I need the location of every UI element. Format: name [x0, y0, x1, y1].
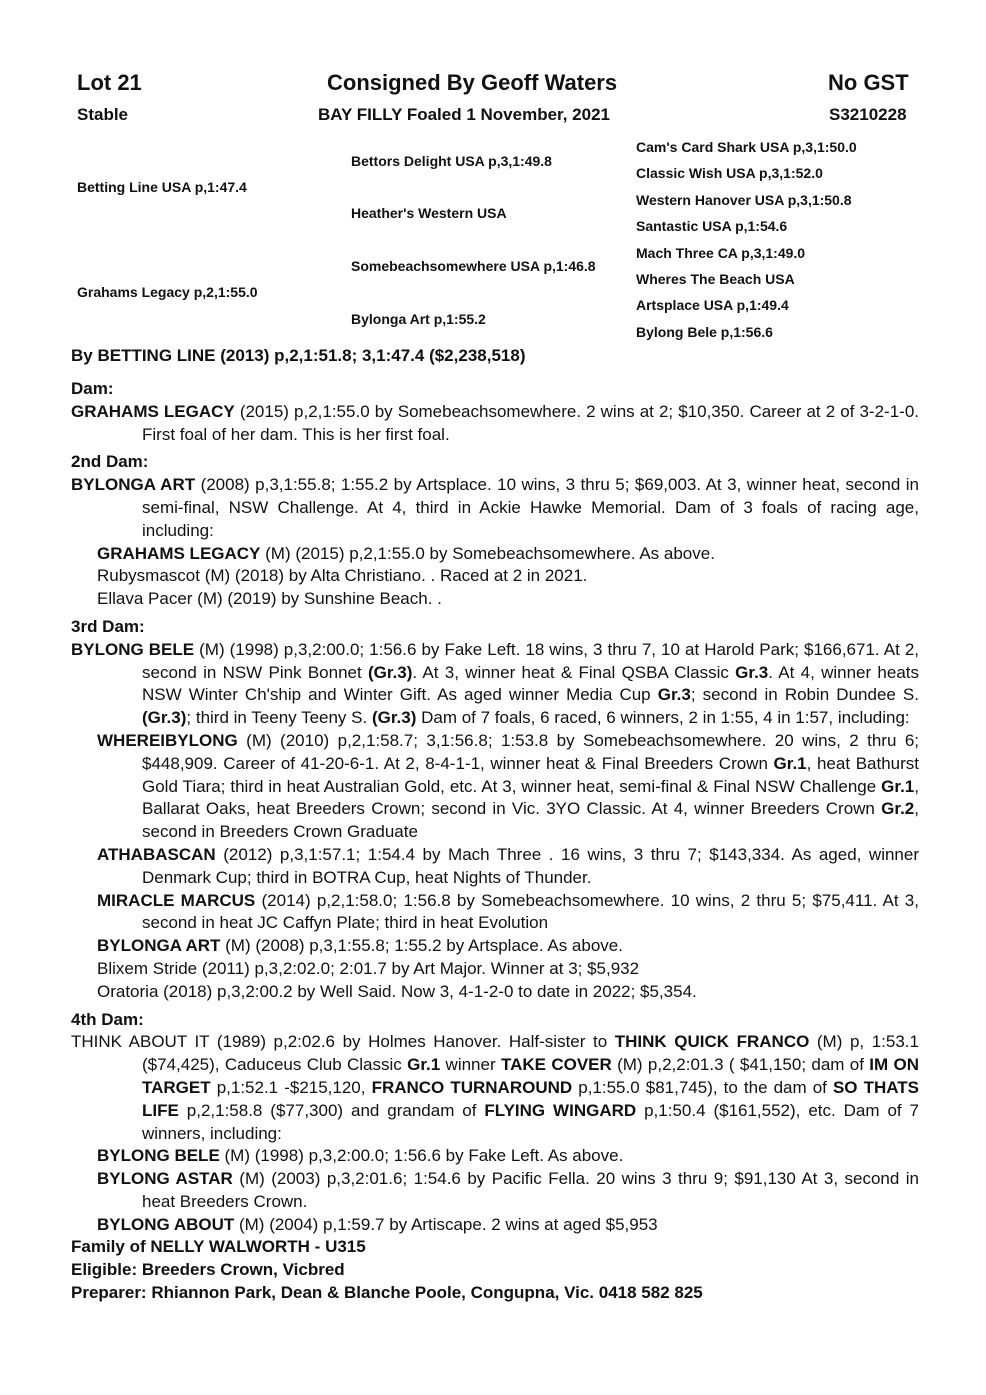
second-dam-name: BYLONGA ART: [71, 475, 196, 495]
third-dam-paragraph: BYLONG BELE (M) (1998) p,3,2:00.0; 1:56.6 by Fake Left. 18 wins, 3 thru 7, 10 at Harold Park; $166,671. At 2, second in NSW Pink Bonnet (Gr.3). At 3, winner heat & Final QSBA Classic Gr.3. At 4, winner heats NSW Winter Ch'ship and Winter Gift. As aged winner Media Cup Gr.3; second in Robin Dundee S. (Gr.3); third in Teeny Teeny S. (Gr.3) Dam of 7 foals, 6 raced, 6 winners, 2 in 1:55, 4 in 1:57, including:: [71, 639, 919, 728]
consignor: Consigned By Geoff Waters: [327, 70, 618, 95]
offspring-entry: ATHABASCAN (2012) p,3,1:57.1; 1:54.4 by Mach Three . 16 wins, 3 thru 7; $143,334. As aged, winner Denmark Cup; third in BOTRA Cup, heat Nights of Thunder.: [97, 844, 919, 887]
offspring-entry: Oratoria (2018) p,3,2:00.2 by Well Said. Now 3, 4-1-2-0 to date in 2022; $5,354.: [97, 981, 697, 1001]
pedigree-dam: Grahams Legacy p,2,1:55.0: [77, 284, 258, 300]
pedigree-gen3: Classic Wish USA p,3,1:52.0: [636, 165, 823, 181]
lot-code: S3210228: [829, 105, 907, 124]
family-line: Family of NELLY WALWORTH - U315: [71, 1237, 366, 1257]
second-dam-heading: 2nd Dam:: [71, 452, 149, 472]
pedigree-gen3: Western Hanover USA p,3,1:50.8: [636, 192, 852, 208]
dam-paragraph: GRAHAMS LEGACY (2015) p,2,1:55.0 by Somebeachsomewhere. 2 wins at 2; $10,350. Career at 2 of 3-2-1-0. First foal of her dam. This is her first foal.: [71, 401, 920, 444]
stable-label: Stable: [77, 105, 129, 124]
second-dam-paragraph: BYLONGA ART (2008) p,3,1:55.8; 1:55.2 by Artsplace. 10 wins, 3 thru 5; $69,003. At 3, winner heat, second in semi-final, NSW Challenge. At 4, third in Ackie Hawke Memorial. Dam of 3 foals of racing age, including:: [71, 475, 919, 540]
pedigree-gen3: Bylong Bele p,1:56.6: [636, 324, 773, 340]
pedigree-sire: Betting Line USA p,1:47.4: [77, 179, 247, 195]
third-dam-name: BYLONG BELE: [71, 639, 195, 659]
fourth-dam-heading: 4th Dam:: [71, 1009, 144, 1029]
offspring-entry: BYLONG ABOUT (M) (2004) p,1:59.7 by Artiscape. 2 wins at aged $5,953: [97, 1214, 658, 1234]
pedigree-gen3: Mach Three CA p,3,1:49.0: [636, 245, 806, 261]
offspring-entry: Rubysmascot (M) (2018) by Alta Christiano. . Raced at 2 in 2021.: [97, 566, 588, 586]
preparer-line: Preparer: Rhiannon Park, Dean & Blanche Poole, Congupna, Vic. 0418 582 825: [71, 1283, 703, 1303]
offspring-entry: Ellava Pacer (M) (2019) by Sunshine Beach. .: [97, 589, 442, 609]
horse-description: BAY FILLY Foaled 1 November, 2021: [318, 105, 610, 124]
dam-heading: Dam:: [71, 379, 114, 398]
pedigree-sire-sire: Bettors Delight USA p,3,1:49.8: [351, 153, 552, 169]
gst-status: No GST: [828, 70, 909, 95]
lot-number: Lot 21: [77, 70, 142, 95]
pedigree-gen3: Artsplace USA p,1:49.4: [636, 297, 789, 313]
offspring-entry: BYLONG BELE (M) (1998) p,3,2:00.0; 1:56.6 by Fake Left. As above.: [97, 1146, 624, 1166]
fourth-dam-paragraph: THINK ABOUT IT (1989) p,2:02.6 by Holmes Hanover. Half-sister to THINK QUICK FRANCO (M) p, 1:53.1 ($74,425), Caduceus Club Classic Gr.1 winner TAKE COVER (M) p,2,2:01.3 ( $41,150; dam of IM ON TARGET p,1:52.1 -$215,120, FRANCO TURNAROUND p,1:55.0 $81,745), to the dam of SO THATS LIFE p,2,1:58.8 ($77,300) and grandam of FLYING WINGARD p,1:50.4 ($161,552), etc. Dam of 7 winners, including:: [71, 1032, 920, 1143]
third-dam-heading: 3rd Dam:: [71, 616, 145, 636]
pedigree-gen3: Wheres The Beach USA: [636, 271, 795, 287]
offspring-entry: BYLONG ASTAR (M) (2003) p,3,2:01.6; 1:54.6 by Pacific Fella. 20 wins 3 thru 9; $91,130 At 3, second in heat Breeders Crown.: [97, 1169, 919, 1211]
dam-name: GRAHAMS LEGACY: [71, 401, 235, 421]
offspring-entry: BYLONGA ART (M) (2008) p,3,1:55.8; 1:55.2 by Artsplace. As above.: [97, 936, 623, 956]
pedigree-gen3: Cam's Card Shark USA p,3,1:50.0: [636, 139, 857, 155]
offspring-entry: GRAHAMS LEGACY (M) (2015) p,2,1:55.0 by Somebeachsomewhere. As above.: [97, 543, 715, 563]
eligibility-line: Eligible: Breeders Crown, Vicbred: [71, 1260, 345, 1280]
offspring-entry: MIRACLE MARCUS (2014) p,2,1:58.0; 1:56.8 by Somebeachsomewhere. 10 wins, 2 thru 5; $75,411. At 3, second in heat JC Caffyn Plate; third in heat Evolution: [97, 890, 919, 933]
pedigree-dam-dam: Bylonga Art p,1:55.2: [351, 311, 486, 327]
pedigree-dam-sire: Somebeachsomewhere USA p,1:46.8: [351, 258, 596, 274]
offspring-entry: WHEREIBYLONG (M) (2010) p,2,1:58.7; 3,1:56.8; 1:53.8 by Somebeachsomewhere. 20 wins, 2 thru 6; $448,909. Career of 41-20-6-1. At 2, 8-4-1-1, winner heat & Final Breeders Crown Gr.1, heat Bathurst Gold Tiara; third in heat Australian Gold, etc. At 3, winner heat, semi-final & Final NSW Challenge Gr.1, Ballarat Oaks, heat Breeders Crown; second in Vic. 3YO Classic. At 4, winner Breeders Crown Gr.2, second in Breeders Crown Graduate: [97, 730, 919, 842]
sire-summary: By BETTING LINE (2013) p,2,1:51.8; 3,1:47.4 ($2,238,518): [71, 346, 526, 365]
catalogue-body: [71, 378, 919, 1305]
offspring-entry: Blixem Stride (2011) p,3,2:02.0; 2:01.7 by Art Major. Winner at 3; $5,932: [97, 958, 640, 978]
pedigree-gen3: Santastic USA p,1:54.6: [636, 218, 788, 234]
pedigree-sire-dam: Heather's Western USA: [351, 205, 507, 221]
